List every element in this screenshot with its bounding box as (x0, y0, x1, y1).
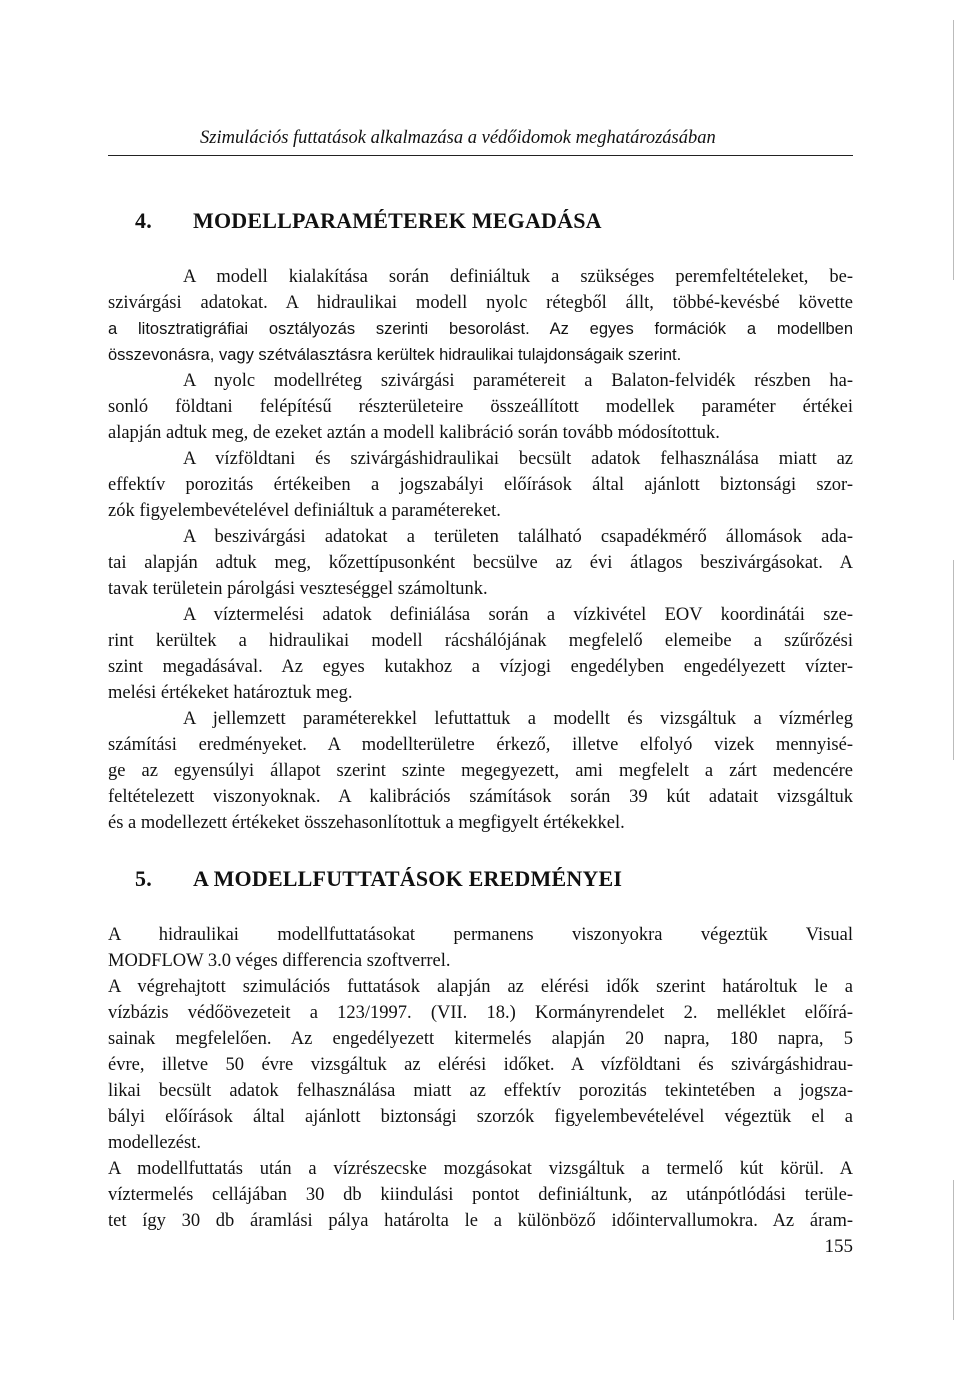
scan-edge-mark (953, 20, 954, 280)
text-line: bályi előírások által ajánlott biztonsági szorzók figyelembevételével végeztük el a (108, 1107, 853, 1127)
text-line: víztermelés cellájában 30 db kiindulási pontot definiáltunk, az utánpótlódási terüle- (108, 1185, 853, 1205)
scan-edge-mark (953, 1180, 954, 1320)
text-line: A jellemzett paraméterekkel lefuttattuk a modellt és vizsgáltuk a vízmérleg (183, 709, 853, 729)
text-line: A víztermelési adatok definiálása során a vízkivétel EOV koordinátái sze- (183, 605, 853, 625)
text-line: szint megadásával. Az egyes kutakhoz a vízjogi engedélyben engedélyezett vízter- (108, 657, 853, 677)
text-line: A modellfuttatás után a vízrészecske mozgásokat vizsgáltuk a termelő kút körül. A (108, 1159, 853, 1179)
text-line: A vízföldtani és szivárgáshidraulikai becsült adatok felhasználása miatt az (183, 449, 853, 469)
header-rule (108, 155, 853, 156)
section-4-number: 4. (135, 208, 152, 233)
text-line: A végrehajtott szimulációs futtatások alapján az elérési idők szerint határoltuk le a (108, 977, 853, 997)
text-line: modellezést. (108, 1133, 201, 1153)
text-line: évre, illetve 50 évre vizsgáltuk az elérési időket. A vízföldtani és szivárgáshidrau- (108, 1055, 853, 1075)
text-line: zók figyelembevételével definiáltuk a paramétereket. (108, 501, 501, 521)
text-line: MODFLOW 3.0 véges differencia szoftverrel. (108, 951, 451, 971)
scan-edge-mark (953, 560, 954, 760)
text-line: feltételezett viszonyoknak. A kalibrációs számítások során 39 kút adatait vizsgáltuk (108, 787, 853, 807)
text-line: vízbázis védőövezeteit a 123/1997. (VII. 18.) Kormányrendelet 2. melléklet előírá- (108, 1003, 853, 1023)
text-line: melési értékeket határoztuk meg. (108, 683, 353, 703)
section-5-number: 5. (135, 866, 152, 891)
text-line: a litosztratigráfiai osztályozás szerinti besorolást. Az egyes formációk a modellben (108, 320, 853, 338)
text-line: összevonásra, vagy szétválasztásra kerültek hidraulikai tulajdonságaik szerint. (108, 346, 682, 364)
section-5-title: A MODELLFUTTATÁSOK EREDMÉNYEI (193, 866, 623, 891)
section-4-title: MODELLPARAMÉTEREK MEGADÁSA (193, 208, 602, 233)
section-4-heading (135, 208, 602, 234)
running-header: Szimulációs futtatások alkalmazása a védőidomok meghatározásában (200, 128, 716, 148)
text-line: rint kerültek a hidraulikai modell rácshálójának megfelelő elemeibe a szűrőzési (108, 631, 853, 651)
text-line: A hidraulikai modellfuttatásokat permanens viszonyokra végeztük Visual (108, 925, 853, 945)
text-line: alapján adtuk meg, de ezeket aztán a modell kalibráció során tovább módosítottuk. (108, 423, 720, 443)
text-line: effektív porozitás értékeiben a jogszabályi előírások által ajánlott biztonsági szor- (108, 475, 853, 495)
text-line: szivárgási adatokat. A hidraulikai modell nyolc rétegből állt, többé-kevésbé követte (108, 293, 853, 313)
text-line: A beszivárgási adatokat a területen található csapadékmérő állomások ada- (183, 527, 853, 547)
section-5-heading (135, 866, 622, 892)
text-line: számítási eredményeket. A modellterületre érkező, illetve elfolyó vizek mennyisé- (108, 735, 853, 755)
page-number: 155 (824, 1236, 853, 1257)
text-line: tai alapján adtuk meg, kőzettípusonként becsülve az évi átlagos beszivárgásokat. A (108, 553, 853, 573)
text-line: sonló földtani felépítésű részterületeire összeállított modellek paraméter értékei (108, 397, 853, 417)
text-line: ge az egyensúlyi állapot szerint szinte megegyezett, ami megfelelt a zárt medencére (108, 761, 853, 781)
text-line: és a modellezett értékeket összehasonlítottuk a megfigyelt értékekkel. (108, 813, 625, 833)
text-line: likai becsült adatok felhasználása miatt az effektív porozitás tekintetében a jogsza- (108, 1081, 853, 1101)
text-line: A modell kialakítása során definiáltuk a szükséges peremfeltételeket, be- (183, 267, 853, 287)
text-line: tavak területein párolgási veszteséggel számoltunk. (108, 579, 488, 599)
text-line: sainak megfelelően. Az engedélyezett kitermelés alapján 20 napra, 180 napra, 5 (108, 1029, 853, 1049)
text-line: A nyolc modellréteg szivárgási paramétereit a Balaton-felvidék részben ha- (183, 371, 853, 391)
text-line: tet így 30 db áramlási pálya határolta le a különböző időintervallumokra. Az áram- (108, 1211, 853, 1231)
